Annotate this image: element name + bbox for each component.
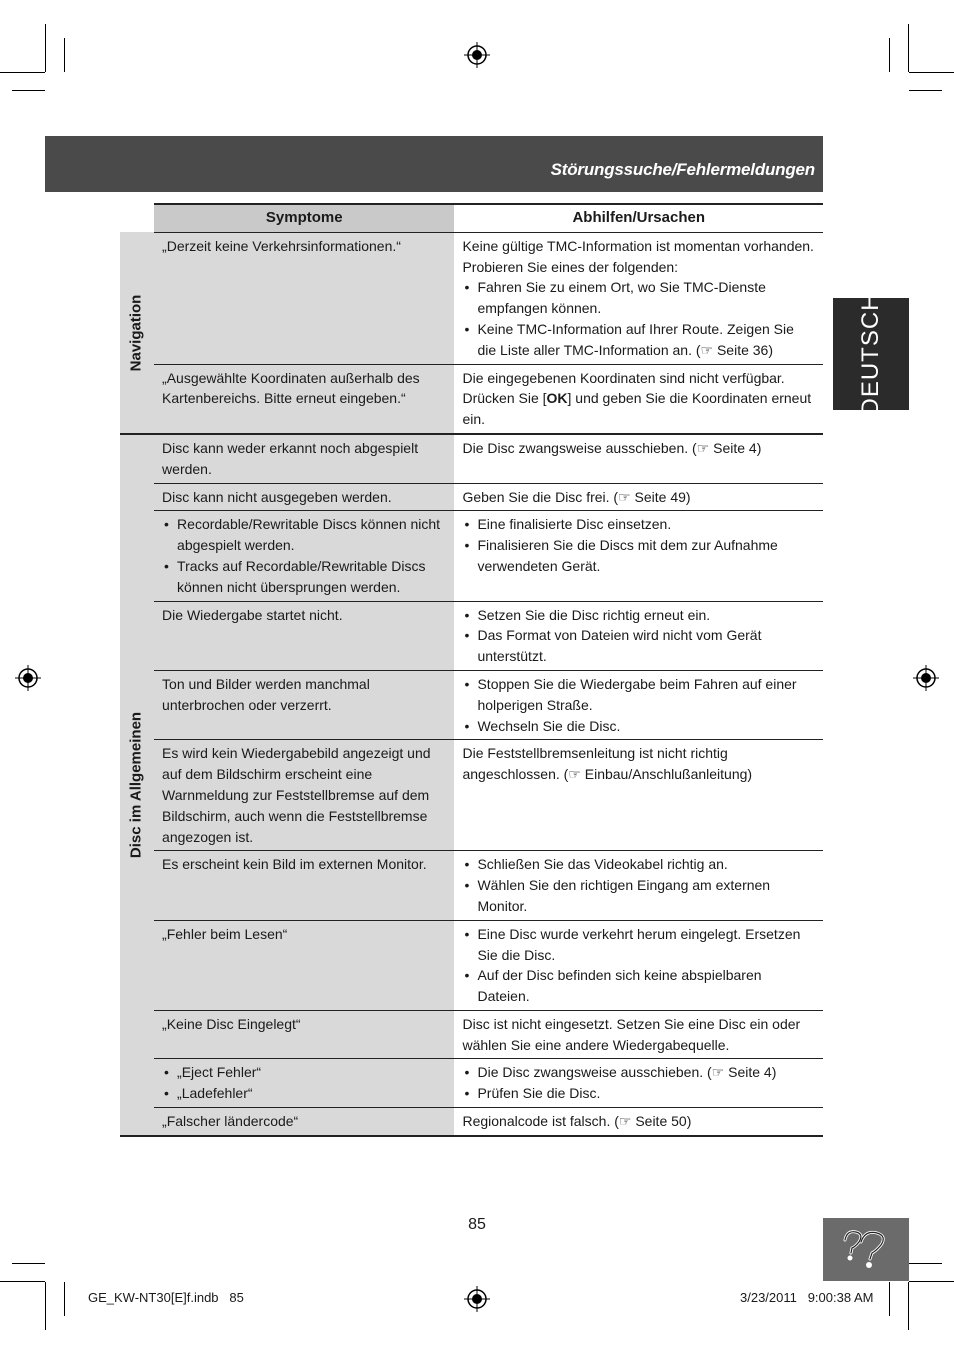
list-item: • Wählen Sie den richtigen Eingang am externen Monitor. <box>477 875 815 917</box>
symptom-list <box>162 1062 446 1104</box>
list-item: • Fahren Sie zu einem Ort, wo Sie TMC-Dienste empfangen können. <box>477 277 815 319</box>
remedy-text: Die eingegebenen Koordinaten sind nicht verfügbar. Drücken Sie [ <box>462 369 785 407</box>
registration-mark-icon <box>464 42 490 68</box>
crop-mark <box>45 1282 46 1330</box>
crop-mark <box>909 1281 954 1282</box>
crop-mark <box>64 38 65 72</box>
remedy-list <box>462 605 815 667</box>
list-item: • Wechseln Sie die Disc. <box>477 716 815 737</box>
symptom-cell <box>154 434 454 483</box>
remedy-list <box>462 854 815 916</box>
symptom-cell <box>154 511 454 601</box>
registration-mark-icon <box>913 665 939 691</box>
list-item: • Eine finalisierte Disc einsetzen. <box>477 514 815 535</box>
symptom-cell <box>154 670 454 739</box>
remedy-cell <box>454 511 823 601</box>
symptom-text: Ton und Bilder werden manchmal unterbrochen oder verzerrt. <box>162 675 370 713</box>
category-navigation <box>120 232 154 434</box>
registration-mark-icon <box>464 1286 490 1312</box>
symptom-text: „Ausgewählte Koordinaten außerhalb des Kartenbereichs. Bitte erneut eingeben.“ <box>162 369 420 407</box>
help-box <box>823 1218 909 1281</box>
crop-mark <box>909 1263 942 1264</box>
list-item: • „Ladefehler“ <box>177 1083 446 1104</box>
section-header-bar <box>45 136 823 192</box>
crop-mark <box>12 90 45 91</box>
registration-mark-icon <box>15 665 41 691</box>
symptom-cell <box>154 232 454 364</box>
symptom-cell <box>154 920 454 1010</box>
symptom-text: Es erscheint kein Bild im externen Monitor. <box>162 856 427 873</box>
remedy-cell <box>454 740 823 851</box>
remedy-list <box>462 277 815 360</box>
crop-mark <box>45 24 46 72</box>
remedy-text: Die Disc zwangsweise ausschieben. (☞ Seite 4) <box>462 439 762 456</box>
category-label: Navigation <box>127 294 145 371</box>
crop-mark <box>64 1282 65 1316</box>
list-item: • Stoppen Sie die Wiedergabe beim Fahren auf einer holperigen Straße. <box>477 674 815 716</box>
list-item: • „Eject Fehler“ <box>177 1062 446 1083</box>
troubleshooting-table <box>120 203 823 1137</box>
symptom-cell <box>154 851 454 920</box>
symptom-text: Disc kann nicht ausgegeben werden. <box>162 488 392 505</box>
crop-mark <box>909 72 954 73</box>
list-item: • Auf der Disc befinden sich keine abspielbaren Dateien. <box>477 965 815 1007</box>
section-title: Störungssuche/Fehlermeldungen <box>550 160 815 179</box>
remedy-cell <box>454 1010 823 1059</box>
list-item: • Recordable/Rewritable Discs können nicht abgespielt werden. <box>177 514 446 556</box>
page-number: 85 <box>468 1216 486 1233</box>
footer-file-info: GE_KW-NT30[E]f.indb 85 <box>88 1290 244 1305</box>
remedy-text: Disc ist nicht eingesetzt. Setzen Sie eine Disc ein oder wählen Sie eine andere Wiedergabequelle. <box>462 1015 801 1053</box>
symptom-cell <box>154 1108 454 1136</box>
remedy-text: ] und geben Sie die Koordinaten erneut ein. <box>462 390 812 428</box>
ok-key-label: OK <box>546 390 568 407</box>
remedy-text: Regionalcode ist falsch. (☞ Seite 50) <box>462 1113 692 1130</box>
language-tab <box>833 292 909 416</box>
category-disc <box>120 434 154 1136</box>
list-item: • Eine Disc wurde verkehrt herum eingelegt. Ersetzen Sie die Disc. <box>477 924 815 966</box>
remedy-list <box>462 1062 815 1104</box>
remedy-text: Geben Sie die Disc frei. (☞ Seite 49) <box>462 488 691 505</box>
symptom-cell <box>154 364 454 434</box>
remedy-cell <box>454 1059 823 1108</box>
symptom-cell <box>154 1010 454 1059</box>
column-header-symptoms: Symptome <box>154 204 454 232</box>
footer-timestamp: 3/23/2011 9:00:38 AM <box>740 1290 874 1305</box>
symptom-text: „Falscher ländercode“ <box>162 1113 299 1130</box>
list-item: • Tracks auf Recordable/Rewritable Discs können nicht übersprungen werden. <box>177 556 446 598</box>
symptom-cell <box>154 601 454 670</box>
crop-mark <box>889 38 890 72</box>
crop-mark <box>908 24 909 72</box>
list-item: • Setzen Sie die Disc richtig erneut ein. <box>477 605 815 626</box>
remedy-cell <box>454 434 823 483</box>
symptom-text: Disc kann weder erkannt noch abgespielt werden. <box>162 439 419 477</box>
crop-mark <box>908 1282 909 1330</box>
remedy-cell <box>454 232 823 364</box>
remedy-cell <box>454 920 823 1010</box>
remedy-list <box>462 514 815 576</box>
list-item: • Finalisieren Sie die Discs mit dem zur Aufnahme verwendeten Gerät. <box>477 535 815 577</box>
crop-mark <box>0 72 45 73</box>
remedy-text: Die Feststellbremsenleitung ist nicht richtig angeschlossen. (☞ Einbau/Anschlußanleitung) <box>462 745 753 783</box>
remedy-cell <box>454 483 823 511</box>
remedy-list <box>462 924 815 1007</box>
question-marks-icon <box>823 1218 909 1281</box>
crop-mark <box>12 1263 45 1264</box>
remedy-cell <box>454 670 823 739</box>
symptom-text: Es wird kein Wiedergabebild angezeigt und auf dem Bildschirm erscheint eine Warnmeldung zur Feststellbremse auf dem Bildschirm, auch wenn die Feststellbremse angezogen ist. <box>162 745 431 845</box>
list-item: • Das Format von Dateien wird nicht vom Gerät unterstützt. <box>477 625 815 667</box>
list-item: • Die Disc zwangsweise ausschieben. (☞ Seite 4) <box>477 1062 815 1083</box>
column-header-remedies: Abhilfen/Ursachen <box>454 204 823 232</box>
header-spacer <box>120 204 154 232</box>
symptom-text: „Keine Disc Eingelegt“ <box>162 1015 301 1032</box>
symptom-text: „Derzeit keine Verkehrsinformationen.“ <box>162 237 401 254</box>
remedy-cell <box>454 601 823 670</box>
symptom-list <box>162 514 446 597</box>
crop-mark <box>909 90 942 91</box>
language-tab-label: DEUTSCH <box>857 292 884 416</box>
symptom-text: „Fehler beim Lesen“ <box>162 925 288 942</box>
symptom-text: Die Wiedergabe startet nicht. <box>162 606 343 623</box>
remedy-cell <box>454 364 823 434</box>
remedy-cell <box>454 851 823 920</box>
list-item: • Keine TMC-Information auf Ihrer Route. Zeigen Sie die Liste aller TMC-Information an. (☞ Seite 36) <box>477 319 815 361</box>
category-label: Disc im Allgemeinen <box>127 711 145 858</box>
symptom-cell <box>154 740 454 851</box>
list-item: • Schließen Sie das Videokabel richtig an. <box>477 854 815 875</box>
list-item: • Prüfen Sie die Disc. <box>477 1083 815 1104</box>
symptom-cell <box>154 1059 454 1108</box>
symptom-cell <box>154 483 454 511</box>
remedy-cell <box>454 1108 823 1136</box>
remedy-text: Keine gültige TMC-Information ist momentan vorhanden. Probieren Sie eines der folgenden: <box>462 237 814 275</box>
crop-mark <box>0 1281 45 1282</box>
remedy-list <box>462 674 815 736</box>
crop-mark <box>889 1282 890 1316</box>
